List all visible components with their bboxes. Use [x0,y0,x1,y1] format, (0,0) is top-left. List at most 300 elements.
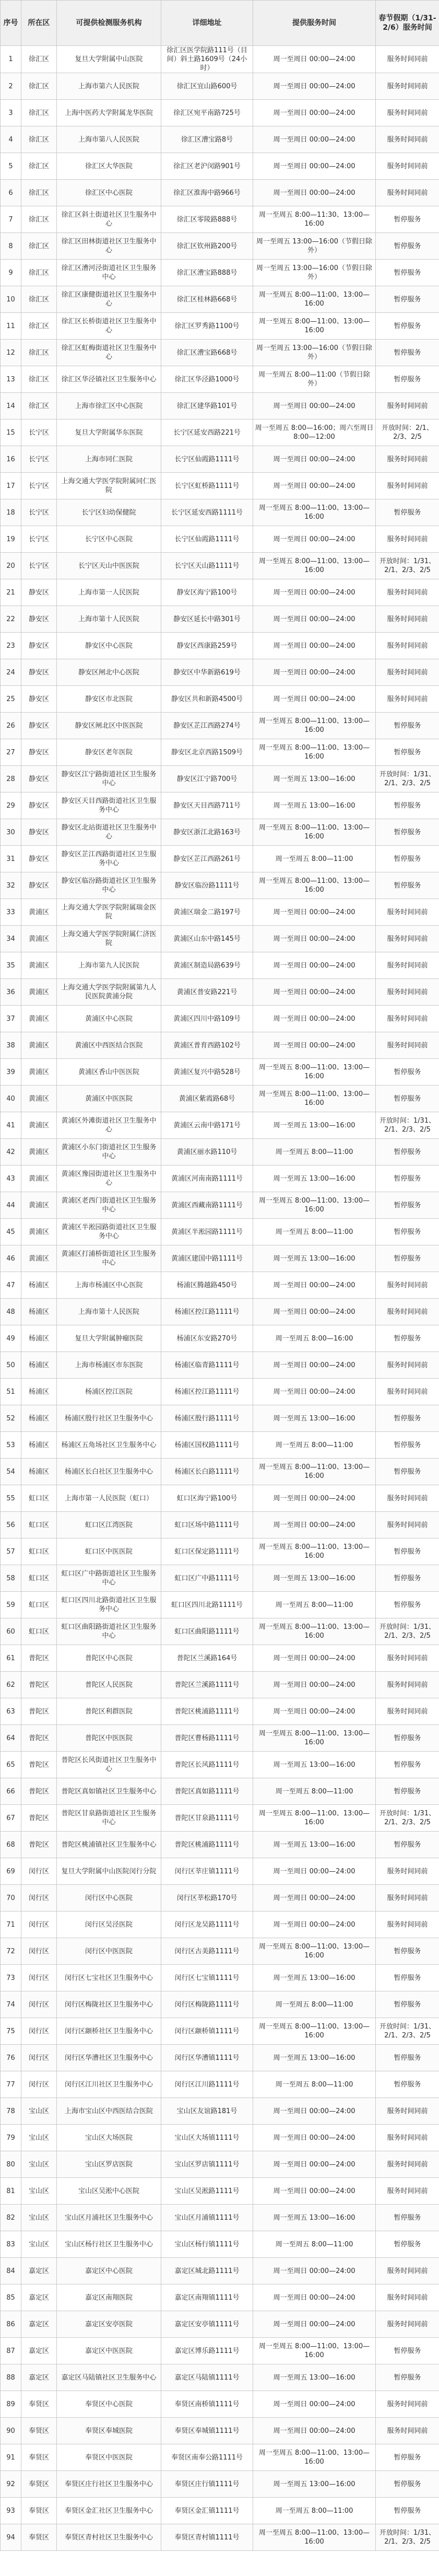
cell-institution: 黄浦区中医医院 [57,1086,161,1112]
cell-holiday: 暂停服务 [376,2364,439,2391]
cell-address: 徐汇区华泾路1000号 [161,366,253,393]
table-row [1,1698,439,1725]
cell-holiday: 服务时间同前 [376,2284,439,2311]
table-row [1,1245,439,1272]
table-row [1,1725,439,1752]
cell-address: 虹口区曲阳路1111号 [161,1618,253,1645]
cell-no: 80 [1,2151,21,2178]
cell-holiday: 服务时间同前 [376,100,439,126]
cell-hours: 周一至周五 13:00—16:00 [253,766,376,792]
cell-hours: 周一至周日 00:00—24:00 [253,1885,376,1911]
cell-district: 静安区 [21,819,57,846]
cell-institution: 静安区市北医院 [57,686,161,713]
table-row [1,1832,439,1858]
cell-no: 39 [1,1059,21,1086]
cell-no: 45 [1,1219,21,1245]
cell-hours: 周一至周五 8:00—11:00 [253,1219,376,1245]
cell-district: 普陀区 [21,1725,57,1752]
cell-institution: 杨浦区五角场社区卫生服务中心 [57,1432,161,1459]
cell-hours: 周一至周五 8:00—11:00、13:00—16:00 [253,1459,376,1485]
cell-holiday: 服务时间同前 [376,393,439,419]
cell-address: 杨浦区国权路1111号 [161,1432,253,1459]
cell-address: 徐汇区罗秀路1100号 [161,313,253,340]
cell-holiday: 暂停服务 [376,1245,439,1272]
cell-institution: 闵行区中心医院 [57,1885,161,1911]
cell-no: 54 [1,1459,21,1485]
table-row [1,473,439,499]
cell-holiday: 服务时间同前 [376,2125,439,2151]
cell-district: 徐汇区 [21,100,57,126]
cell-address: 杨浦区殷行路1111号 [161,1405,253,1432]
table-row [1,1219,439,1245]
cell-district: 闵行区 [21,2071,57,2098]
cell-hours: 周一至周日 00:00—24:00 [253,126,376,153]
cell-district: 徐汇区 [21,393,57,419]
cell-institution: 闵行区梅陇社区卫生服务中心 [57,1991,161,2018]
cell-district: 静安区 [21,739,57,766]
cell-institution: 上海市徐汇区中心医院 [57,393,161,419]
cell-address: 普陀区桃浦路1111号 [161,1698,253,1725]
cell-hours: 周一至周五 8:00—11:00、13:00—16:00 [253,2338,376,2364]
cell-institution: 上海市第十人民医院 [57,606,161,633]
cell-hours: 周一至周日 00:00—24:00 [253,1032,376,1059]
cell-institution: 上海市第一人民医院（虹口） [57,1485,161,1512]
cell-institution: 闵行区七宝社区卫生服务中心 [57,1965,161,1991]
cell-district: 虹口区 [21,1618,57,1645]
cell-hours: 周一至周五 13:00—16:00 [253,1752,376,1778]
table-row [1,1858,439,1885]
cell-holiday: 服务时间同前 [376,1379,439,1405]
cell-district: 虹口区 [21,1538,57,1565]
cell-district: 普陀区 [21,1672,57,1698]
cell-hours: 周一至周五 8:00—11:00、13:00—16:00 [253,739,376,766]
cell-no: 34 [1,926,21,952]
cell-hours: 周一至周五 13:00—16:00 [253,1832,376,1858]
cell-no: 47 [1,1272,21,1299]
cell-district: 普陀区 [21,1832,57,1858]
cell-holiday: 暂停服务 [376,739,439,766]
cell-address: 闵行区莘松路170号 [161,1885,253,1911]
cell-no: 90 [1,2418,21,2444]
table-row [1,180,439,206]
cell-hours: 周一至周五 8:00—11:00、13:00—16:00 [253,713,376,739]
cell-district: 奉贤区 [21,2471,57,2498]
cell-district: 黄浦区 [21,1006,57,1032]
cell-hours: 周一至周日 00:00—24:00 [253,393,376,419]
cell-holiday: 暂停服务 [376,499,439,526]
table-row [1,1805,439,1832]
cell-institution: 黄浦区香山中医医院 [57,1059,161,1086]
cell-no: 14 [1,393,21,419]
cell-holiday: 暂停服务 [376,2045,439,2071]
cell-district: 普陀区 [21,1805,57,1832]
cell-holiday: 服务时间同前 [376,952,439,979]
cell-district: 奉贤区 [21,2444,57,2471]
cell-address: 杨浦区腾越路450号 [161,1272,253,1299]
table-row [1,1991,439,2018]
cell-address: 闵行区七宝镇1111号 [161,1965,253,1991]
cell-district: 虹口区 [21,1485,57,1512]
cell-address: 徐汇区漕宝路8号 [161,126,253,153]
cell-district: 长宁区 [21,446,57,473]
cell-no: 13 [1,366,21,393]
cell-holiday: 服务时间同前 [376,2098,439,2125]
cell-institution: 虹口区曲阳路街道社区卫生服务中心 [57,1618,161,1645]
cell-no: 63 [1,1698,21,1725]
cell-district: 长宁区 [21,553,57,579]
cell-hours: 周一至周日 00:00—24:00 [253,899,376,926]
cell-holiday: 服务时间同前 [376,2258,439,2284]
cell-institution: 奉贤区中医医院 [57,2444,161,2471]
table-row [1,2071,439,2098]
cell-hours: 周一至周五 8:00—11:00 [253,1139,376,1165]
cell-holiday: 暂停服务 [376,1725,439,1752]
cell-district: 长宁区 [21,419,57,446]
cell-institution: 上海交通大学医学院附属同仁医院 [57,473,161,499]
cell-address: 徐汇区宛平南路725号 [161,100,253,126]
cell-holiday: 暂停服务 [376,2071,439,2098]
cell-district: 徐汇区 [21,313,57,340]
cell-holiday: 暂停服务 [376,1991,439,2018]
cell-address: 嘉定区安亭镇1111号 [161,2311,253,2338]
table-row [1,1938,439,1965]
cell-institution: 黄浦区中西医结合医院 [57,1032,161,1059]
cell-no: 23 [1,633,21,659]
cell-address: 长宁区延安西路1111号 [161,499,253,526]
table-row [1,1512,439,1538]
cell-holiday: 暂停服务 [376,1086,439,1112]
cell-address: 黄浦区瑞金二路197号 [161,899,253,926]
cell-district: 宝山区 [21,2205,57,2231]
cell-no: 72 [1,1938,21,1965]
table-row [1,100,439,126]
cell-hours: 周一至周日 00:00—24:00 [253,1911,376,1938]
cell-holiday: 服务时间同前 [376,1698,439,1725]
cell-address: 黄浦区建国中路1111号 [161,1245,253,1272]
cell-holiday: 暂停服务 [376,1219,439,1245]
cell-district: 静安区 [21,713,57,739]
table-row [1,2258,439,2284]
cell-district: 嘉定区 [21,2338,57,2364]
cell-no: 27 [1,739,21,766]
cell-hours: 周一至周五 8:00—11:00 [253,1991,376,2018]
cell-holiday: 开放时间：1/31、2/1、2/3、2/5 [376,553,439,579]
cell-hours: 周一至周日 00:00—24:00 [253,1512,376,1538]
cell-hours: 周一至周五 13:00—16:00 [253,1405,376,1432]
cell-no: 21 [1,579,21,606]
cell-address: 杨浦区控江路1111号 [161,1379,253,1405]
cell-no: 30 [1,819,21,846]
cell-no: 17 [1,473,21,499]
cell-institution: 宝山区大场医院 [57,2125,161,2151]
cell-address: 黄浦区西藏南路1111号 [161,1192,253,1219]
cell-address: 黄浦区复兴中路528号 [161,1059,253,1086]
cell-institution: 普陀区利群医院 [57,1698,161,1725]
cell-no: 51 [1,1379,21,1405]
table-row [1,2178,439,2205]
cell-institution: 普陀区中医医院 [57,1725,161,1752]
cell-address: 虹口区保定路1111号 [161,1538,253,1565]
cell-address: 嘉定区马陆镇1111号 [161,2364,253,2391]
cell-no: 91 [1,2444,21,2471]
cell-hours: 周一至周五 8:00—11:00、13:00—16:00 [253,2524,376,2551]
cell-holiday: 服务时间同前 [376,1006,439,1032]
cell-address: 黄浦区山东中路145号 [161,926,253,952]
table-row [1,446,439,473]
cell-holiday: 服务时间同前 [376,926,439,952]
cell-address: 杨浦区临青路1111号 [161,1352,253,1379]
cell-no: 76 [1,2045,21,2071]
cell-institution: 静安区芷江西路街道社区卫生服务中心 [57,846,161,872]
header-hours: 提供服务时间 [253,1,376,46]
header-holiday: 春节假期（1/31-2/6）服务时间 [376,1,439,46]
cell-hours: 周一至周五 13:00—16:00 [253,2045,376,2071]
cell-district: 虹口区 [21,1565,57,1592]
cell-holiday: 服务时间同前 [376,659,439,686]
cell-no: 88 [1,2364,21,2391]
cell-hours: 周一至周五 8:00—11:00、13:00—16:00 [253,1086,376,1112]
cell-institution: 徐汇区漕河泾街道社区卫生服务中心 [57,260,161,286]
cell-institution: 上海市第十人民医院 [57,1299,161,1325]
cell-hours: 周一至周五 13:00—16:00 [253,2471,376,2498]
cell-no: 73 [1,1965,21,1991]
cell-institution: 奉贤区奉城医院 [57,2418,161,2444]
cell-address: 奉贤区庄行镇1111号 [161,2471,253,2498]
cell-holiday: 暂停服务 [376,1059,439,1086]
cell-district: 徐汇区 [21,73,57,100]
table-row [1,2498,439,2524]
cell-holiday: 服务时间同前 [376,153,439,180]
cell-hours: 周一至周日 00:00—24:00 [253,2258,376,2284]
cell-holiday: 暂停服务 [376,366,439,393]
cell-district: 闵行区 [21,1858,57,1885]
cell-no: 57 [1,1538,21,1565]
cell-institution: 宝山区杨行社区卫生服务中心 [57,2231,161,2258]
cell-holiday: 开放时间：1/31、2/1、2/3、2/5 [376,2018,439,2045]
cell-institution: 上海市宝山区中西医结合医院 [57,2098,161,2125]
cell-address: 虹口区海宁路100号 [161,1485,253,1512]
cell-no: 22 [1,606,21,633]
cell-institution: 徐汇区中心医院 [57,180,161,206]
cell-no: 36 [1,979,21,1006]
cell-institution: 上海市第一人民医院 [57,579,161,606]
cell-address: 宝山区罗店镇1111号 [161,2151,253,2178]
cell-hours: 周一至周五 13:00—16:00 [253,1965,376,1991]
table-row [1,1965,439,1991]
cell-no: 61 [1,1645,21,1672]
cell-no: 43 [1,1165,21,1192]
cell-holiday: 暂停服务 [376,1938,439,1965]
cell-holiday: 服务时间同前 [376,1645,439,1672]
cell-address: 嘉定区城北路1111号 [161,2258,253,2284]
table-row [1,340,439,366]
table-row [1,979,439,1006]
cell-address: 徐汇区桂林路668号 [161,286,253,313]
cell-no: 94 [1,2524,21,2551]
cell-institution: 黄浦区豫园街道社区卫生服务中心 [57,1165,161,1192]
cell-hours: 周一至周五 8:00—11:00（节假日除外） [253,366,376,393]
cell-address: 闵行区梅陇路1111号 [161,1991,253,2018]
cell-no: 81 [1,2178,21,2205]
table-row [1,952,439,979]
cell-no: 77 [1,2071,21,2098]
table-row [1,1752,439,1778]
cell-district: 静安区 [21,633,57,659]
cell-hours: 周一至周日 00:00—24:00 [253,526,376,553]
cell-institution: 静安区中心医院 [57,633,161,659]
table-row [1,739,439,766]
cell-district: 嘉定区 [21,2311,57,2338]
table-row [1,633,439,659]
table-row [1,1272,439,1299]
cell-no: 67 [1,1805,21,1832]
cell-address: 黄浦区制造局路639号 [161,952,253,979]
cell-district: 杨浦区 [21,1352,57,1379]
cell-holiday: 开放时间：1/31、2/1、2/3、2/5 [376,1618,439,1645]
table-row [1,260,439,286]
cell-hours: 周一至周日 00:00—24:00 [253,446,376,473]
cell-district: 普陀区 [21,1752,57,1778]
table-row [1,1565,439,1592]
cell-hours: 周一至周五 8:00—11:00 [253,1592,376,1618]
cell-institution: 普陀区人民医院 [57,1672,161,1698]
table-row [1,419,439,446]
cell-district: 宝山区 [21,2125,57,2151]
cell-no: 62 [1,1672,21,1698]
cell-institution: 闵行区华漕社区卫生服务中心 [57,2045,161,2071]
cell-district: 黄浦区 [21,1059,57,1086]
cell-district: 徐汇区 [21,233,57,260]
cell-district: 黄浦区 [21,1192,57,1219]
table-row [1,46,439,73]
cell-holiday: 暂停服务 [376,1592,439,1618]
cell-hours: 周一至周五 8:00—11:00、13:00—16:00 [253,286,376,313]
cell-district: 黄浦区 [21,1165,57,1192]
table-row [1,233,439,260]
cell-address: 静安区延长中路301号 [161,606,253,633]
cell-hours: 周一至周五 8:00—11:00、13:00—16:00 [253,1618,376,1645]
cell-district: 黄浦区 [21,1245,57,1272]
cell-district: 杨浦区 [21,1299,57,1325]
table-row [1,153,439,180]
table-row [1,1885,439,1911]
cell-address: 闵行区颛桥镇1111号 [161,2018,253,2045]
table-row [1,1592,439,1618]
cell-no: 26 [1,713,21,739]
cell-hours: 周一至周日 00:00—24:00 [253,659,376,686]
cell-address: 宝山区杨行镇1111号 [161,2231,253,2258]
table-row [1,2338,439,2364]
cell-holiday: 暂停服务 [376,819,439,846]
cell-holiday: 服务时间同前 [376,899,439,926]
table-row [1,2284,439,2311]
cell-holiday: 开放时间：1/31、2/1、2/3、2/5 [376,2524,439,2551]
cell-hours: 周一至周日 00:00—24:00 [253,2098,376,2125]
cell-holiday: 暂停服务 [376,1139,439,1165]
cell-holiday: 服务时间同前 [376,2311,439,2338]
table-row [1,766,439,792]
cell-address: 长宁区虹桥路1111号 [161,473,253,499]
cell-institution: 宝山区吴淞中心医院 [57,2178,161,2205]
table-row [1,366,439,393]
cell-institution: 闵行区颛桥社区卫生服务中心 [57,2018,161,2045]
cell-district: 黄浦区 [21,926,57,952]
cell-hours: 周一至周日 00:00—24:00 [253,46,376,73]
cell-institution: 普陀区中心医院 [57,1645,161,1672]
table-row [1,73,439,100]
table-row [1,1299,439,1325]
cell-institution: 静安区闸北区中医医院 [57,713,161,739]
cell-institution: 徐汇区田林街道社区卫生服务中心 [57,233,161,260]
cell-no: 74 [1,1991,21,2018]
cell-address: 奉贤区南奉公路1111号 [161,2444,253,2471]
cell-hours: 周一至周日 00:00—24:00 [253,979,376,1006]
cell-address: 静安区浙江北路163号 [161,819,253,846]
cell-no: 24 [1,659,21,686]
table-row [1,2151,439,2178]
cell-holiday: 暂停服务 [376,313,439,340]
cell-address: 闵行区华漕镇1111号 [161,2045,253,2071]
cell-holiday: 服务时间同前 [376,686,439,713]
cell-hours: 周一至周日 00:00—24:00 [253,686,376,713]
cell-holiday: 暂停服务 [376,260,439,286]
cell-no: 15 [1,419,21,446]
cell-holiday: 暂停服务 [376,846,439,872]
cell-district: 宝山区 [21,2178,57,2205]
cell-institution: 虹口区中医医院 [57,1538,161,1565]
table-row [1,1778,439,1805]
cell-holiday: 暂停服务 [376,713,439,739]
cell-district: 奉贤区 [21,2391,57,2418]
cell-hours: 周一至周五 13:00—16:00 [253,2205,376,2231]
cell-district: 静安区 [21,686,57,713]
cell-no: 46 [1,1245,21,1272]
cell-district: 黄浦区 [21,1219,57,1245]
cell-holiday: 暂停服务 [376,206,439,233]
cell-institution: 上海市第九人民医院 [57,952,161,979]
table-row [1,553,439,579]
cell-address: 静安区江宁路700号 [161,766,253,792]
cell-district: 普陀区 [21,1778,57,1805]
cell-hours: 周一至周日 00:00—24:00 [253,1485,376,1512]
table-row [1,1032,439,1059]
cell-no: 79 [1,2125,21,2151]
cell-holiday: 暂停服务 [376,1325,439,1352]
cell-holiday: 服务时间同前 [376,1299,439,1325]
table-row [1,2311,439,2338]
cell-district: 杨浦区 [21,1272,57,1299]
table-row [1,2391,439,2418]
cell-no: 70 [1,1885,21,1911]
cell-hours: 周一至周五 13:00—16:00（节假日除外） [253,260,376,286]
table-row [1,2364,439,2391]
cell-institution: 虹口区广中路街道社区卫生服务中心 [57,1565,161,1592]
cell-hours: 周一至周五 8:00—11:00、13:00—16:00 [253,553,376,579]
cell-address: 静安区共和新路4500号 [161,686,253,713]
cell-address: 奉贤区南桥镇1111号 [161,2391,253,2418]
cell-institution: 静安区老年医院 [57,739,161,766]
cell-holiday: 服务时间同前 [376,1672,439,1698]
cell-no: 4 [1,126,21,153]
cell-institution: 静安区北站街道社区卫生服务中心 [57,819,161,846]
cell-address: 宝山区友谊路181号 [161,2098,253,2125]
cell-institution: 长宁区妇幼保健院 [57,499,161,526]
cell-address: 静安区西康路259号 [161,633,253,659]
cell-hours: 周一至周日 00:00—24:00 [253,1299,376,1325]
cell-district: 徐汇区 [21,286,57,313]
cell-address: 静安区海宁路100号 [161,579,253,606]
cell-district: 杨浦区 [21,1432,57,1459]
